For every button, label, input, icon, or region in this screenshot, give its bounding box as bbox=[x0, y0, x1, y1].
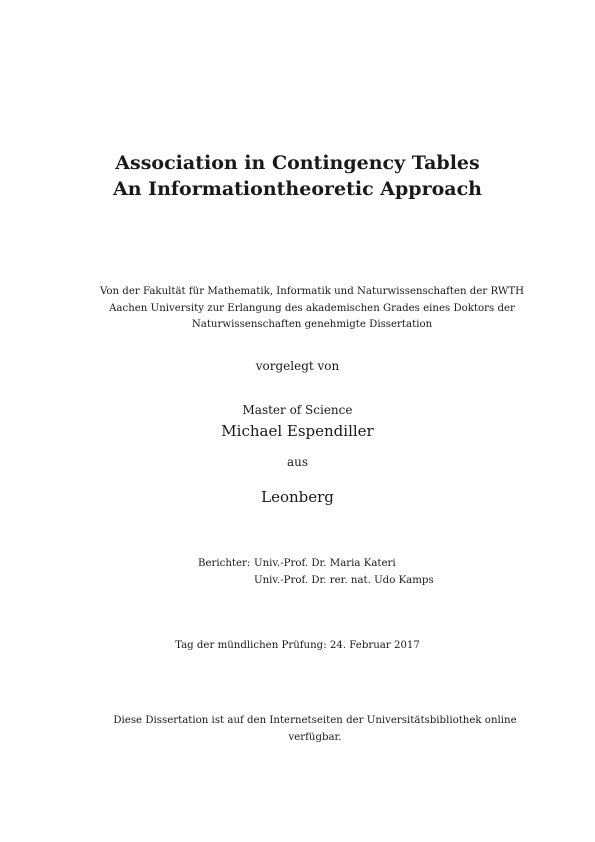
reviewer-first: Univ.-Prof. Dr. Maria Kateri bbox=[254, 558, 396, 569]
availability-notice-line-2: verfügbar. bbox=[288, 731, 342, 743]
author-city: Leonberg bbox=[261, 488, 334, 506]
faculty-statement bbox=[92, 284, 532, 334]
author-name: Michael Espendiller bbox=[221, 422, 374, 440]
presented-by: vorgelegt von bbox=[255, 359, 340, 373]
availability-notice bbox=[110, 713, 520, 746]
dissertation-title bbox=[0, 150, 595, 202]
oral-exam-date bbox=[0, 640, 595, 651]
reviewer-second: Univ.-Prof. Dr. rer. nat. Udo Kamps bbox=[254, 574, 434, 586]
faculty-statement-line-3: Naturwissenschaften genehmigte Dissertation bbox=[191, 319, 433, 330]
title-line-1: Association in Contingency Tables bbox=[115, 152, 480, 174]
title-line-2: An Informationtheoretic Approach bbox=[113, 178, 482, 200]
oral-exam-text: Tag der mündlichen Prüfung: 24. Februar 2017 bbox=[175, 640, 420, 651]
faculty-statement-line-2: Aachen University zur Erlangung des akademischen Grades eines Doktors der bbox=[109, 302, 515, 314]
reviewers-label: Berichter: bbox=[198, 558, 251, 569]
from-label: aus bbox=[286, 455, 309, 469]
availability-notice-line-1: Diese Dissertation ist auf den Internetseiten der Universitätsbibliothek online bbox=[113, 715, 517, 726]
author-degree: Master of Science bbox=[242, 403, 353, 417]
faculty-statement-line-1: Von der Fakultät für Mathematik, Informatik und Naturwissenschaften der RWTH bbox=[99, 286, 525, 297]
